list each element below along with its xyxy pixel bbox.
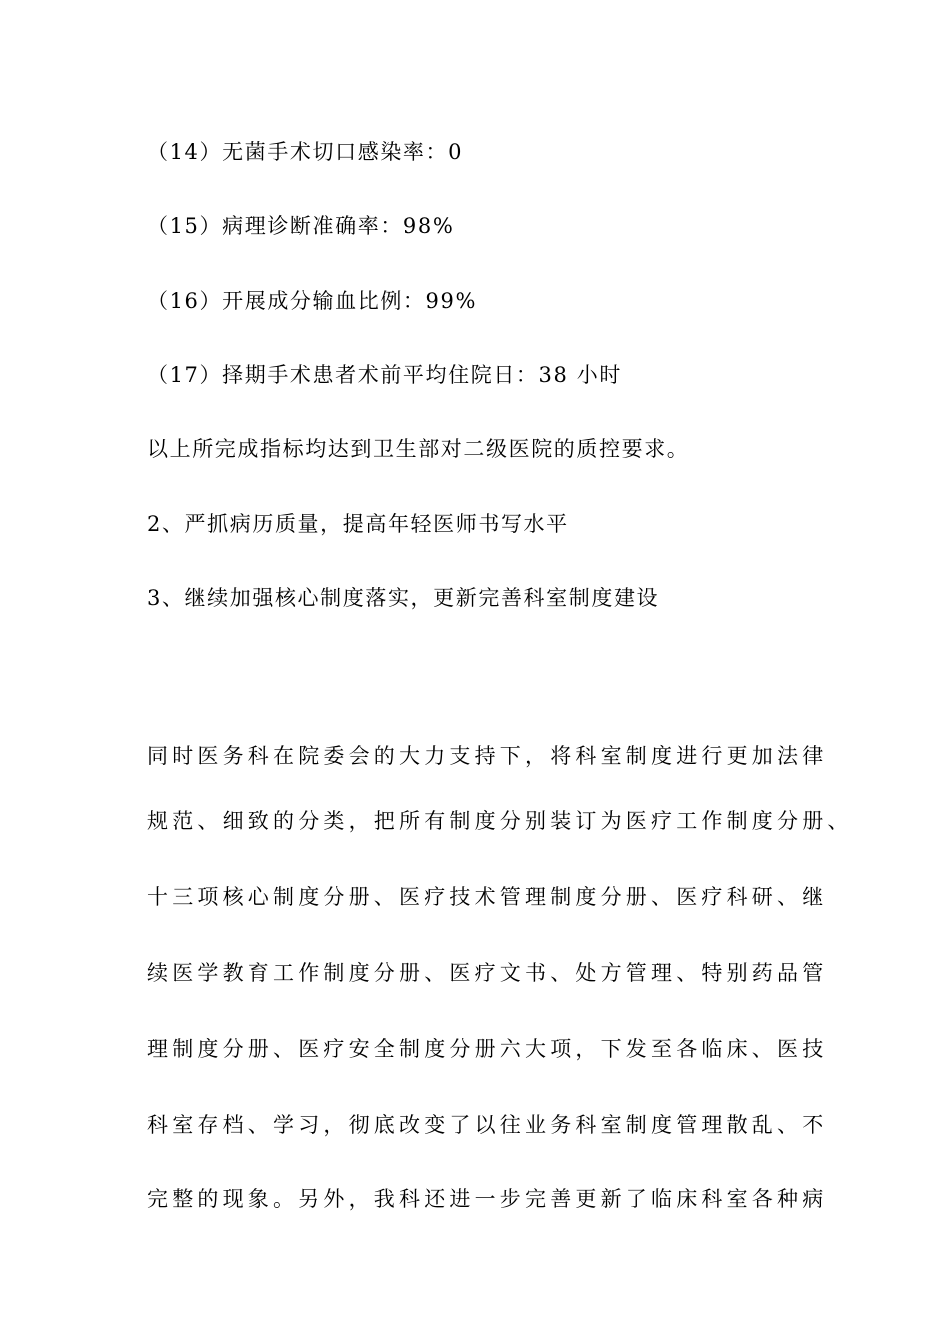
- paragraph-line: 完整的现象。另外，我科还进一步完善更新了临床科室各种病: [147, 1187, 828, 1211]
- item-14: （14）无菌手术切口感染率：0: [147, 140, 464, 164]
- paragraph-line: 规范、细致的分类，把所有制度分别装订为医疗工作制度分册、: [147, 809, 853, 833]
- paragraph-line: 同时医务科在院委会的大力支持下，将科室制度进行更加法律: [147, 744, 828, 768]
- paragraph-line: 十三项核心制度分册、医疗技术管理制度分册、医疗科研、继: [147, 885, 828, 909]
- summary-line: 以上所完成指标均达到卫生部对二级医院的质控要求。: [147, 437, 690, 461]
- item-15: （15）病理诊断准确率：98%: [147, 214, 455, 238]
- paragraph-line: 续医学教育工作制度分册、医疗文书、处方管理、特别药品管: [147, 961, 828, 985]
- paragraph-line: 科室存档、学习，彻底改变了以往业务科室制度管理散乱、不: [147, 1113, 828, 1137]
- paragraph-line: 理制度分册、医疗安全制度分册六大项，下发至各临床、医技: [147, 1037, 828, 1061]
- heading-2: 2、严抓病历质量，提高年轻医师书写水平: [147, 512, 569, 536]
- heading-3: 3、继续加强核心制度落实，更新完善科室制度建设: [147, 586, 660, 610]
- item-17: （17）择期手术患者术前平均住院日：38 小时: [147, 363, 622, 387]
- item-16: （16）开展成分输血比例：99%: [147, 289, 477, 313]
